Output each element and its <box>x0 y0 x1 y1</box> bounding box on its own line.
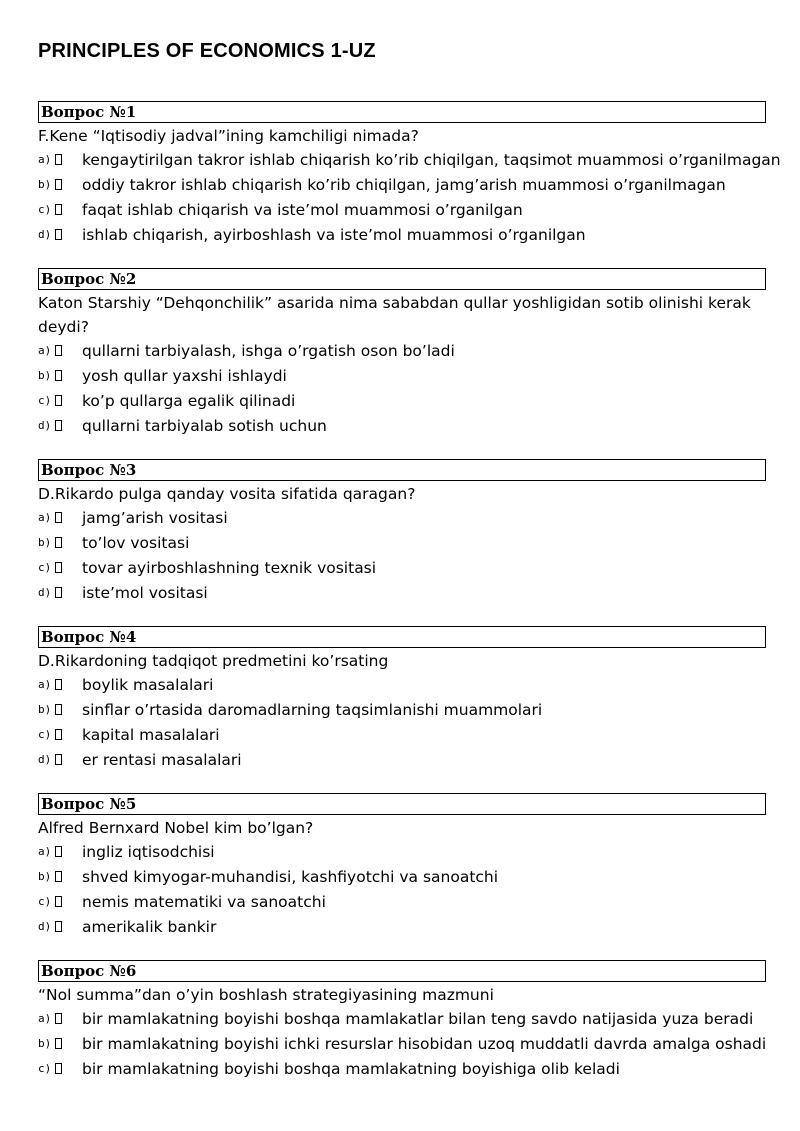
question-text: “Nol summa”dan o’yin boshlash strategiyasining mazmuni <box>38 986 494 1004</box>
question-header: Вопрос №3 <box>38 459 766 481</box>
answer-option[interactable] <box>38 1007 766 1032</box>
answer-option[interactable] <box>38 865 766 890</box>
option-marker: c) <box>38 203 52 216</box>
checkbox-icon[interactable] <box>55 229 62 240</box>
answer-option[interactable] <box>38 414 766 439</box>
question-header: Вопрос №4 <box>38 626 766 648</box>
option-text: bir mamlakatning boyishi ichki resurslar hisobidan uzoq muddatli davrda amalga oshadi <box>82 1035 767 1053</box>
option-text: kapital masalalari <box>82 726 220 744</box>
checkbox-icon[interactable] <box>55 587 62 598</box>
checkbox-icon[interactable] <box>55 179 62 190</box>
option-text: faqat ishlab chiqarish va iste’mol muammosi o’rganilgan <box>82 201 523 219</box>
answer-option[interactable] <box>38 581 766 606</box>
checkbox-icon[interactable] <box>55 1013 62 1024</box>
answer-option[interactable] <box>38 389 766 414</box>
option-marker: c) <box>38 728 52 741</box>
option-marker: a) <box>38 511 52 524</box>
option-marker: b) <box>38 536 52 549</box>
answer-option[interactable] <box>38 1057 766 1082</box>
question-header: Вопрос №6 <box>38 960 766 982</box>
checkbox-icon[interactable] <box>55 537 62 548</box>
checkbox-icon[interactable] <box>55 896 62 907</box>
option-text: iste’mol vositasi <box>82 584 208 602</box>
option-text: qullarni tarbiyalab sotish uchun <box>82 417 327 435</box>
option-text: ingliz iqtisodchisi <box>82 843 215 861</box>
option-marker: c) <box>38 1062 52 1075</box>
checkbox-icon[interactable] <box>55 754 62 765</box>
checkbox-icon[interactable] <box>55 679 62 690</box>
question-block <box>38 626 766 773</box>
question-header: Вопрос №5 <box>38 793 766 815</box>
option-text: boylik masalalari <box>82 676 214 694</box>
checkbox-icon[interactable] <box>55 512 62 523</box>
option-text: tovar ayirboshlashning texnik vositasi <box>82 559 377 577</box>
question-text: F.Kene “Iqtisodiy jadval”ining kamchiligi nimada? <box>38 127 419 145</box>
checkbox-icon[interactable] <box>55 370 62 381</box>
option-marker: b) <box>38 703 52 716</box>
question-header: Вопрос №1 <box>38 101 766 123</box>
option-marker: b) <box>38 870 52 883</box>
question-block <box>38 101 781 248</box>
checkbox-icon[interactable] <box>55 345 62 356</box>
checkbox-icon[interactable] <box>55 846 62 857</box>
checkbox-icon[interactable] <box>55 704 62 715</box>
answer-option[interactable] <box>38 673 766 698</box>
option-marker: a) <box>38 153 52 166</box>
option-marker: b) <box>38 1037 52 1050</box>
answer-option[interactable] <box>38 915 766 940</box>
option-text: ishlab chiqarish, ayirboshlash va iste’mol muammosi o’rganilgan <box>82 226 586 244</box>
option-text: bir mamlakatning boyishi boshqa mamlakatlar bilan teng savdo natijasida yuza beradi <box>82 1010 754 1028</box>
checkbox-icon[interactable] <box>55 1063 62 1074</box>
option-text: er rentasi masalalari <box>82 751 242 769</box>
option-marker: c) <box>38 394 52 407</box>
option-marker: d) <box>38 228 52 241</box>
option-marker: c) <box>38 561 52 574</box>
option-text: shved kimyogar-muhandisi, kashfiyotchi va sanoatchi <box>82 868 499 886</box>
answer-option[interactable] <box>38 148 781 173</box>
checkbox-icon[interactable] <box>55 420 62 431</box>
answer-option[interactable] <box>38 748 766 773</box>
question-text: Alfred Bernxard Nobel kim bo’lgan? <box>38 819 314 837</box>
option-text: nemis matematiki va sanoatchi <box>82 893 326 911</box>
answer-option[interactable] <box>38 890 766 915</box>
option-marker: a) <box>38 344 52 357</box>
option-text: sinflar o’rtasida daromadlarning taqsimlanishi muammolari <box>82 701 543 719</box>
option-marker: c) <box>38 895 52 908</box>
option-marker: a) <box>38 845 52 858</box>
question-text: D.Rikardoning tadqiqot predmetini ko’rsating <box>38 652 389 670</box>
answer-option[interactable] <box>38 1032 766 1057</box>
option-text: qullarni tarbiyalash, ishga o’rgatish oson bo’ladi <box>82 342 455 360</box>
option-text: bir mamlakatning boyishi boshqa mamlakatning boyishiga olib keladi <box>82 1060 620 1078</box>
checkbox-icon[interactable] <box>55 562 62 573</box>
option-text: ko’p qullarga egalik qilinadi <box>82 392 296 410</box>
option-text: jamg’arish vositasi <box>82 509 228 527</box>
option-text: amerikalik bankir <box>82 918 217 936</box>
checkbox-icon[interactable] <box>55 871 62 882</box>
question-block <box>38 960 766 1082</box>
question-header: Вопрос №2 <box>38 268 766 290</box>
option-marker: d) <box>38 753 52 766</box>
answer-option[interactable] <box>38 506 766 531</box>
document-title: PRINCIPLES OF ECONOMICS 1-UZ <box>38 40 376 62</box>
answer-option[interactable] <box>38 198 766 223</box>
option-marker: d) <box>38 586 52 599</box>
question-block <box>38 268 766 439</box>
checkbox-icon[interactable] <box>55 729 62 740</box>
option-marker: d) <box>38 419 52 432</box>
option-marker: a) <box>38 678 52 691</box>
question-block <box>38 459 766 606</box>
option-text: oddiy takror ishlab chiqarish ko’rib chiqilgan, jamg’arish muammosi o’rganilmagan <box>82 176 726 194</box>
answer-option[interactable] <box>38 840 766 865</box>
checkbox-icon[interactable] <box>55 1038 62 1049</box>
option-marker: d) <box>38 920 52 933</box>
answer-option[interactable] <box>38 723 766 748</box>
option-marker: b) <box>38 369 52 382</box>
answer-option[interactable] <box>38 556 766 581</box>
option-marker: a) <box>38 1012 52 1025</box>
answer-option[interactable] <box>38 173 766 198</box>
option-text: kengaytirilgan takror ishlab chiqarish ko’rib chiqilgan, taqsimot muammosi o’rganilmagan <box>82 151 781 169</box>
question-text: D.Rikardo pulga qanday vosita sifatida qaragan? <box>38 485 416 503</box>
answer-option[interactable] <box>38 364 766 389</box>
answer-option[interactable] <box>38 339 766 364</box>
answer-option[interactable] <box>38 223 766 248</box>
checkbox-icon[interactable] <box>55 921 62 932</box>
option-text: yosh qullar yaxshi ishlaydi <box>82 367 287 385</box>
checkbox-icon[interactable] <box>55 395 62 406</box>
answer-option[interactable] <box>38 531 766 556</box>
option-text: to’lov vositasi <box>82 534 190 552</box>
question-block <box>38 793 766 940</box>
checkbox-icon[interactable] <box>55 204 62 215</box>
option-marker: b) <box>38 178 52 191</box>
checkbox-icon[interactable] <box>55 154 62 165</box>
answer-option[interactable] <box>38 698 766 723</box>
question-text: Katon Starshiy “Dehqonchilik” asarida nima sababdan qullar yoshligidan sotib olinishi kerak deydi? <box>38 294 751 336</box>
